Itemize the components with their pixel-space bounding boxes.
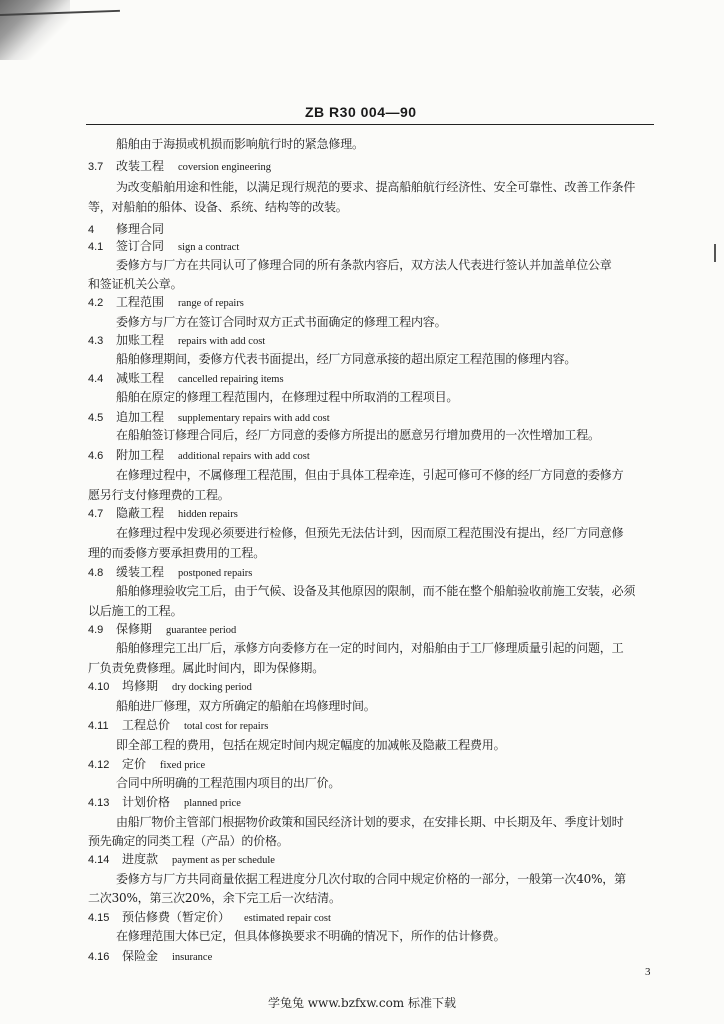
term-english: hidden repairs: [178, 509, 238, 520]
term-english: guarantee period: [166, 625, 237, 636]
term-heading: [88, 852, 275, 868]
term-chinese: 保险金: [122, 949, 159, 963]
section-number: 4.10: [88, 681, 110, 693]
section-number: 4.7: [88, 508, 104, 520]
term-english: dry docking period: [172, 682, 252, 693]
paragraph-line: 等，对船舶的船体、设备、系统、结构等的改装。: [88, 200, 348, 214]
scan-mark: [714, 244, 716, 262]
paragraph-line: 合同中所明确的工程范围内项目的出厂价。: [116, 776, 341, 790]
term-english: coversion engineering: [178, 162, 272, 173]
term-chinese: 加账工程: [116, 333, 165, 347]
paragraph-line: 在修理过程中，不属修理工程范围，但由于具体工程牵连，引起可修可不修的经厂方同意的委修方: [116, 468, 624, 482]
term-english: estimated repair cost: [244, 913, 331, 924]
term-chinese: 计划价格: [122, 795, 171, 809]
term-heading: [88, 239, 239, 255]
section-number: 4.6: [88, 450, 104, 462]
section-number: 4.3: [88, 335, 104, 347]
term-english: range of repairs: [178, 298, 244, 309]
section-number: 4.15: [88, 912, 110, 924]
section-number: 4.8: [88, 567, 104, 579]
term-heading: [88, 448, 310, 464]
term-heading: [88, 718, 268, 734]
term-chinese: 追加工程: [116, 410, 165, 424]
term-chinese: 减账工程: [116, 371, 165, 385]
paragraph-line: 在船舶签订修理合同后，经厂方同意的委修方所提出的愿意另行增加费用的一次性增加工程。: [116, 428, 600, 442]
paragraph-line: 委修方与厂方在签订合同时双方正式书面确定的修理工程内容。: [116, 315, 447, 329]
footer-watermark: 学兔兔 www.bzfxw.com 标准下载: [267, 996, 457, 1010]
term-chinese: 缓装工程: [116, 565, 165, 579]
term-english: payment as per schedule: [172, 855, 275, 866]
paragraph-line: 即全部工程的费用，包括在规定时间内规定幅度的加减帐及隐蔽工程费用。: [116, 738, 506, 752]
section-number: 3.7: [88, 161, 104, 173]
term-english: insurance: [172, 952, 213, 963]
header-rule: [86, 124, 654, 125]
page-number: 3: [645, 966, 651, 978]
section-number: 4.13: [88, 797, 110, 809]
term-english: cancelled repairing items: [178, 374, 284, 385]
term-chinese: 修理合同: [116, 222, 165, 236]
term-english: sign a contract: [178, 242, 240, 253]
term-heading: [88, 622, 236, 638]
section-number: 4.16: [88, 951, 110, 963]
paragraph-line: 愿另行支付修理费的工程。: [88, 488, 230, 502]
term-heading: [88, 949, 212, 965]
section-number: 4: [88, 224, 95, 236]
term-heading: [88, 159, 271, 175]
term-heading: [88, 222, 178, 238]
term-chinese: 改装工程: [116, 159, 165, 173]
term-chinese: 附加工程: [116, 448, 165, 462]
term-chinese: 进度款: [122, 852, 159, 866]
paragraph-line: 在修理范围大体已定，但具体修换要求不明确的情况下，所作的估计修费。: [116, 929, 506, 943]
term-english: supplementary repairs with add cost: [178, 413, 330, 424]
term-heading: [88, 910, 331, 926]
paragraph-line: 理的而委修方要承担费用的工程。: [88, 546, 266, 560]
term-english: additional repairs with add cost: [178, 451, 310, 462]
term-heading: [88, 795, 241, 811]
term-heading: [88, 410, 330, 426]
term-heading: [88, 506, 238, 522]
section-number: 4.12: [88, 759, 110, 771]
paragraph-line: 厂负责免费修理。属此时间内，即为保修期。: [88, 661, 325, 675]
term-chinese: 工程总价: [122, 718, 171, 732]
paragraph-line: 船舶进厂修理，双方所确定的船舶在坞修理时间。: [116, 699, 376, 713]
term-chinese: 预估修费（暂定价）: [122, 910, 231, 924]
paragraph-line: 船舶修理验收完工后，由于气候、设备及其他原因的限制，而不能在整个船舶验收前施工安装，必须: [116, 584, 636, 598]
term-chinese: 坞修期: [122, 679, 159, 693]
term-heading: [88, 333, 265, 349]
paragraph-line: 船舶由于海损或机损而影响航行时的紧急修理。: [116, 137, 364, 151]
section-number: 4.14: [88, 854, 110, 866]
term-english: total cost for repairs: [184, 721, 269, 732]
term-heading: [88, 757, 205, 773]
term-chinese: 保修期: [116, 622, 153, 636]
term-heading: [88, 295, 244, 311]
paragraph-line: 船舶在原定的修理工程范围内，在修理过程中所取消的工程项目。: [116, 390, 459, 404]
paragraph-line: 预先确定的同类工程（产品）的价格。: [88, 834, 289, 848]
standard-code: ZB R30 004—90: [305, 104, 417, 120]
paragraph-line: 和签证机关公章。: [88, 277, 183, 291]
term-english: fixed price: [160, 760, 206, 771]
paragraph-line: 委修方与厂方在共同认可了修理合同的所有条款内容后，双方法人代表进行签认并加盖单位公章: [116, 258, 612, 272]
term-english: repairs with add cost: [178, 336, 266, 347]
term-heading: [88, 371, 284, 387]
term-chinese: 定价: [122, 757, 147, 771]
term-heading: [88, 679, 252, 695]
scan-corner-shadow: [0, 0, 70, 60]
term-chinese: 工程范围: [116, 295, 165, 309]
term-heading: [88, 565, 252, 581]
section-number: 4.4: [88, 373, 104, 385]
section-number: 4.1: [88, 241, 104, 253]
section-number: 4.11: [88, 720, 109, 732]
term-chinese: 签订合同: [116, 239, 165, 253]
paragraph-line: 船舶修理期间，委修方代表书面提出，经厂方同意承接的超出原定工程范围的修理内容。: [116, 352, 577, 366]
paragraph-line: 在修理过程中发现必须要进行检修，但预先无法估计到，因而原工程范围没有提出，经厂方同意修: [116, 526, 624, 540]
paragraph-line: 以后施工的工程。: [88, 604, 183, 618]
paragraph-line: 由船厂物价主管部门根据物价政策和国民经济计划的要求，在安排长期、中长期及年、季度计划时: [116, 815, 624, 829]
term-chinese: 隐蔽工程: [116, 506, 165, 520]
section-number: 4.2: [88, 297, 104, 309]
paragraph-line: 为改变船舶用途和性能，以满足现行规范的要求、提高船舶航行经济性、安全可靠性、改善工作条件: [116, 180, 636, 194]
section-number: 4.5: [88, 412, 104, 424]
term-english: postponed repairs: [178, 568, 253, 579]
section-number: 4.9: [88, 624, 104, 636]
term-english: planned price: [184, 798, 241, 809]
paragraph-line: 船舶修理完工出厂后，承修方向委修方在一定的时间内，对船舶由于工厂修理质量引起的问题，工: [116, 641, 624, 655]
paragraph-line: 二次30%，第三次20%，余下完工后一次结清。: [88, 891, 341, 905]
paragraph-line: 委修方与厂方共同商量依据工程进度分几次付取的合同中规定价格的一部分，一般第一次40%，第: [116, 872, 626, 886]
